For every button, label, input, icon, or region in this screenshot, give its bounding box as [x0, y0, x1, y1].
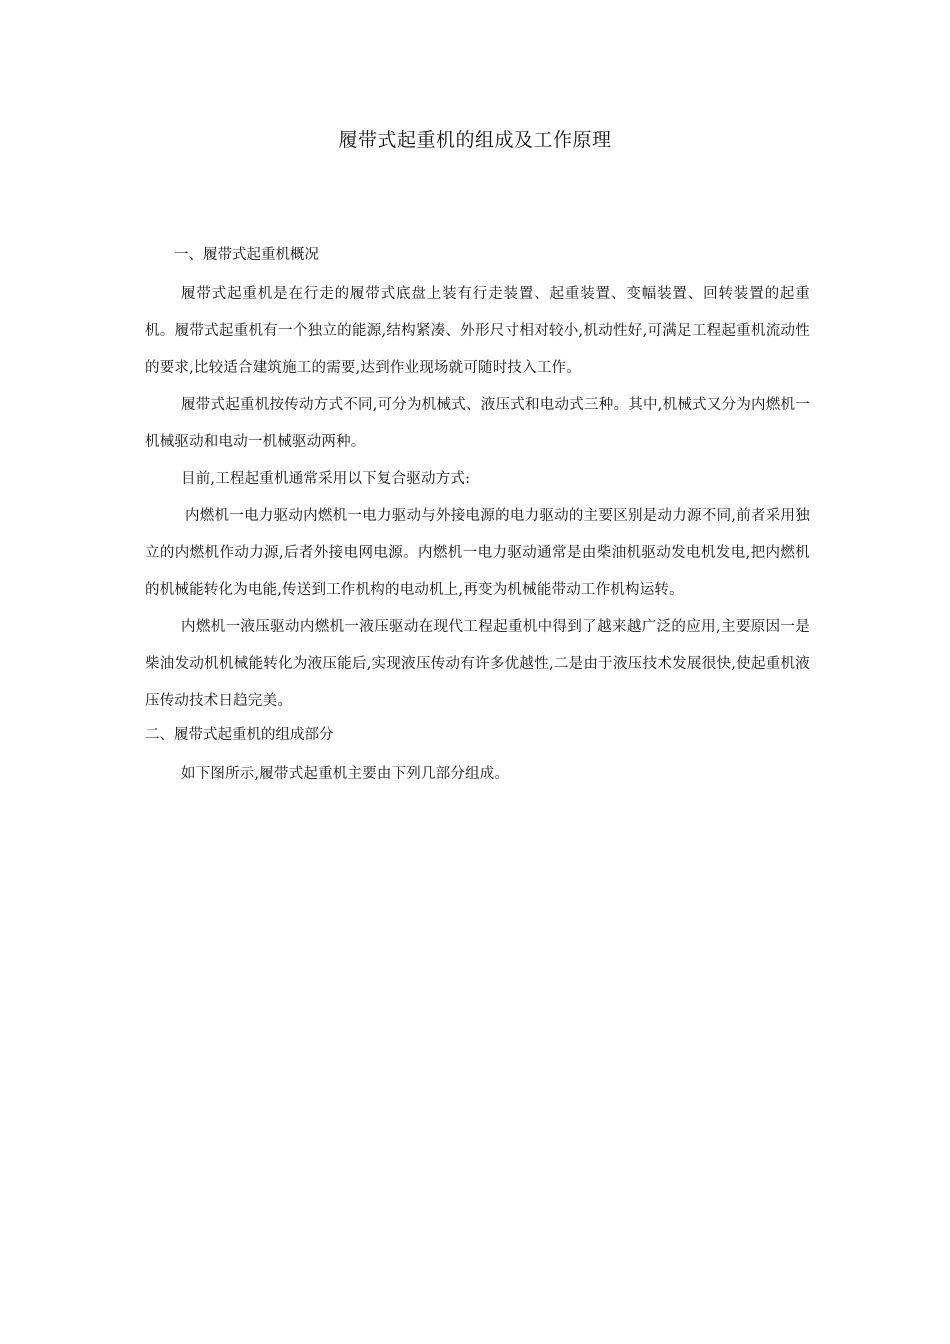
paragraph-components-intro: 如下图所示,履带式起重机主要由下列几部分组成。: [181, 766, 510, 782]
paragraph-hydraulic-drive: 内燃机一液压驱动内燃机一液压驱动在现代工程起重机中得到了越来越广泛的应用,主要原因一是柴油发动机机械能转化为液压能后,实现液压传动有许多优越性,二是由于液压技术发展很快,使起重机液压传动技术日趋完美。: [145, 619, 810, 709]
paragraph-electric-drive: 内燃机一电力驱动内燃机一电力驱动与外接电源的电力驱动的主要区别是动力源不同,前者采用独立的内燃机作动力源,后者外接电网电源。内燃机一电力驱动通常是由柴油机驱动发电机发电,把内燃机的机械能转化为电能,传送到工作机构的电动机上,再变为机械能带动工作机构运转。: [145, 508, 810, 598]
section-heading-components: 二、履带式起重机的组成部分: [145, 727, 334, 743]
section-heading-overview: 一、履带式起重机概况: [174, 247, 319, 263]
document-body: [145, 240, 810, 793]
document-title: 履带式起重机的组成及工作原理: [338, 129, 612, 151]
paragraph-transmission-types: 履带式起重机按传动方式不同,可分为机械式、液压式和电动式三种。其中,机械式又分为内燃机一机械驱动和电动一机械驱动两种。: [145, 397, 810, 450]
paragraph-definition: 履带式起重机是在行走的履带式底盘上装有行走装置、起重装置、变幅装置、回转装置的起重机。履带式起重机有一个独立的能源,结构紧凑、外形尺寸相对较小,机动性好,可满足工程起重机流动性的要求,比较适合建筑施工的需要,达到作业现场就可随时技入工作。: [145, 286, 810, 376]
paragraph-drive-modes-intro: 目前,工程起重机通常采用以下复合驱动方式:: [181, 471, 471, 487]
